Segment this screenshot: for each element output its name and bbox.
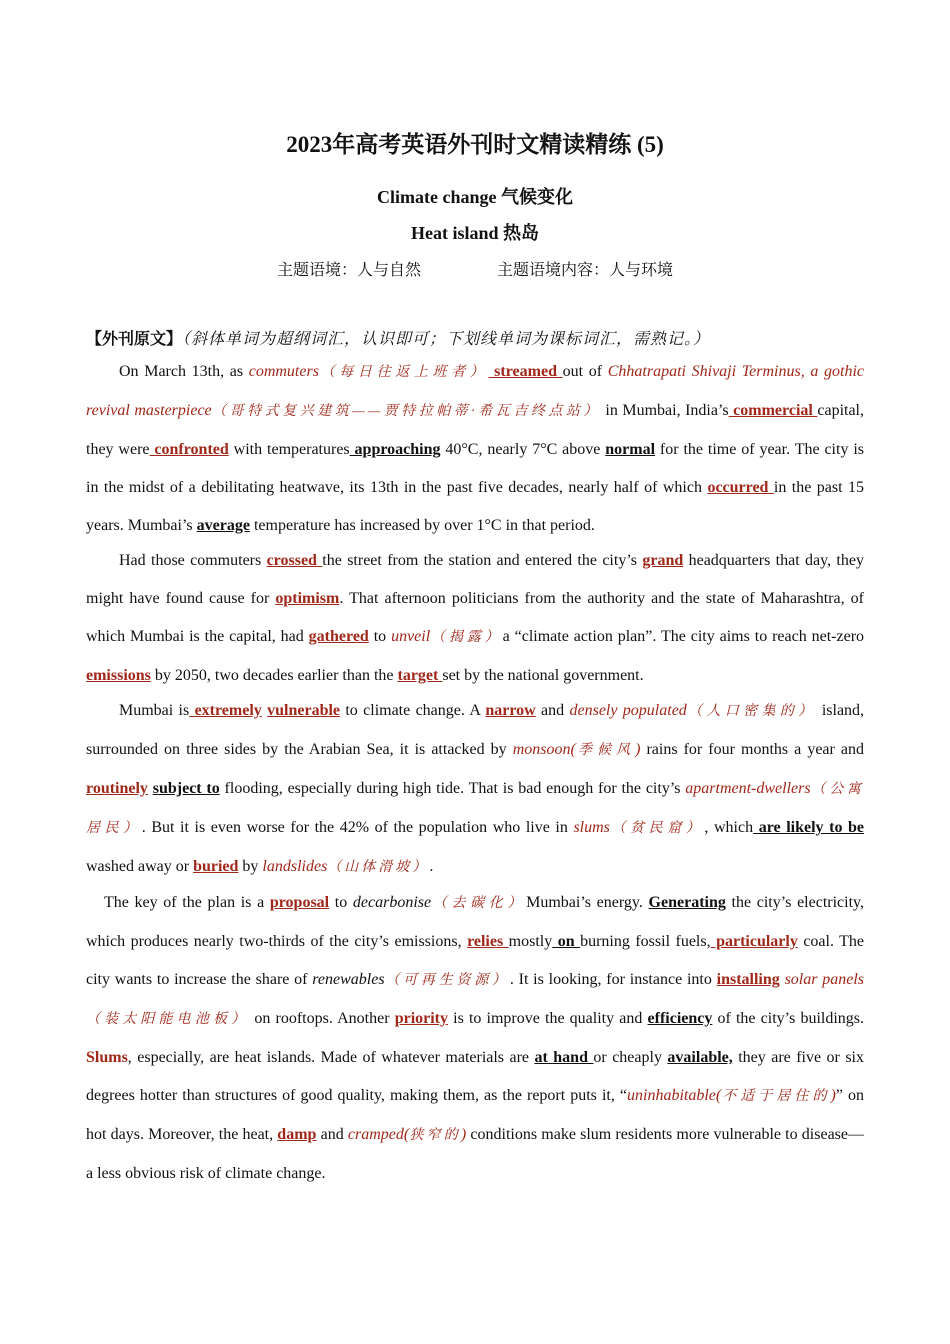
text: 40°C, nearly 7°C above [440,441,606,458]
text: ” on hot days. Moreover, the heat, [86,1087,865,1143]
text: the street from the station and entered the city’s [322,552,643,569]
article-body [86,353,864,1190]
vocab-underline: buried [193,858,239,875]
text: burning fossil fuels, [580,933,711,950]
vocab-underline: priority [394,1010,449,1027]
theme-line [0,257,950,280]
text: by [238,858,263,875]
text: . That afternoon politicians from the authority and the state of Maharashtra, of which Mumbai is the capital, had [86,590,864,645]
text: and [316,1126,348,1143]
paragraph-2 [86,542,864,695]
text: or cheaply [593,1049,668,1066]
vocab-italic: slums [573,819,610,836]
vocab-italic: unveil [391,628,431,645]
text: in Mumbai, India’s [600,402,729,419]
text: . [429,858,434,875]
vocab-italic: solar panels [779,971,865,988]
vocab-underline: Slums [86,1049,128,1066]
vocab-underline: relies [467,933,509,950]
vocab-underline: average [196,517,250,534]
vocab-underline: subject to [152,780,220,797]
paragraph-3 [86,692,864,887]
vocab-italic: ) [830,1087,836,1104]
text: , which [704,819,754,836]
article-subtitle: Heat island 热岛 [410,223,539,243]
section-heading: 【外刊原文】 [86,331,183,348]
text: island, surrounded on three sides by the Arabian Sea, it is attacked by [86,702,865,758]
text: headquarters that day, they might have found cause for [86,552,864,607]
text: to [329,894,353,911]
text: to [368,628,392,645]
text: Mumbai is [119,702,190,719]
text: is to improve the quality and [448,1010,648,1027]
gloss: （人口密集的） [686,704,817,719]
text: out of [562,363,608,380]
text: . It is looking, for instance into [509,971,717,988]
vocab-underline: optimism [275,590,340,607]
theme-label: 主题语境：人与自然 [276,262,421,279]
vocab-underline: available, [667,1049,733,1066]
document-title: 2023年高考英语外刊时文精读精练 (5) [286,132,664,157]
vocab-italic: decarbonise [352,894,432,911]
text: temperature has increased by over 1°C in that period. [249,517,595,534]
text: washed away or [86,858,194,875]
text: capital, they were [86,402,864,458]
vocab-underline: approaching [349,441,441,458]
vocab-italic: cramped( [347,1126,410,1143]
text: by 2050, two decades earlier than the [150,667,398,684]
vocab-underline: on [552,933,581,950]
vocab-italic: commuters [248,363,319,380]
vocab-underline: particularly [710,933,798,950]
gloss: 季候风 [575,743,636,758]
text: a “climate action plan”. The city aims to reach net-zero [502,628,865,645]
text: of the city’s buildings. [712,1010,865,1027]
text: on rooftops. Another [249,1010,395,1027]
text: rains for four months a year and [640,741,865,758]
vocab-italic: monsoon( [512,741,576,758]
gloss: （山体滑坡） [327,860,430,875]
gloss: （揭露） [430,630,503,645]
text: with temperatures [228,441,350,458]
vocab-underline: crossed [266,552,323,569]
vocab-underline: installing [716,971,780,988]
text: and [535,702,570,719]
vocab-italic: landslides [262,858,328,875]
vocab-underline: emissions [86,667,151,684]
gloss: （去碳化） [431,896,527,911]
gloss: （哥特式复兴建筑——贾特拉帕蒂·希瓦吉终点站） [211,404,601,419]
text: conditions make slum residents more vulnerable to disease—a less obvious risk of climate change. [86,1126,865,1182]
vocab-underline: extremely [189,702,262,719]
gloss: （贫民窟） [609,821,705,836]
gloss: 狭窄的 [409,1128,461,1143]
text: for the time of year. The city is in the midst of a debilitating heatwave, its 13th in the past five decades, nearly half of which [86,441,865,496]
vocab-underline: at hand [534,1049,594,1066]
section-heading-line [86,326,864,349]
vocab-italic: ) [635,741,641,758]
text: in the past 15 years. Mumbai’s [86,479,865,534]
vocab-underline: occurred [707,479,774,496]
topic-subtitle: Climate change 气候变化 [377,187,573,207]
text: the city’s electricity, which produces nearly two-thirds of the city’s emissions, [86,894,865,950]
vocab-italic: densely populated [569,702,687,719]
text: to climate change. A [340,702,486,719]
text: , especially, are heat islands. Made of whatever materials are [127,1049,535,1066]
theme-content: 主题语境内容：人与环境 [497,262,674,279]
vocab-underline: efficiency [647,1010,713,1027]
vocab-underline: Generating [648,894,726,911]
text: Mumbai’s energy. [526,894,649,911]
gloss: （可再生资源） [384,973,510,988]
gloss: （装太阳能电池板） [86,1012,250,1027]
paragraph-1 [86,353,864,545]
vocab-italic: Chhatrapati Shivaji Terminus, a gothic revival masterpiece [86,363,865,419]
vocab-underline: narrow [485,702,536,719]
vocab-italic: ) [460,1126,467,1143]
text: set by the national government. [442,667,644,684]
vocab-italic: uninhabitable( [627,1087,722,1104]
text: flooding, especially during high tide. That is bad enough for the city’s [219,780,686,797]
vocab-underline: proposal [269,894,330,911]
vocab-underline: target [397,667,443,684]
vocab-underline: damp [277,1126,317,1143]
vocab-italic: renewables [312,971,385,988]
text: . But it is even worse for the 42% of the population who live in [141,819,574,836]
vocab-underline: streamed [488,363,563,380]
section-note: （斜体单词为超纲词汇，认识即可；下划线单词为课标词汇，需熟记。） [182,331,711,348]
vocab-underline: grand [642,552,684,569]
gloss: （公寓居民） [86,782,864,836]
vocab-underline: normal [605,441,656,458]
vocab-italic: apartment-dwellers [685,780,811,797]
vocab-underline: commercial [728,402,818,419]
gloss: （每日往返上班者） [318,365,489,380]
vocab-underline: vulnerable [267,702,341,719]
text: On March 13th, as [119,363,249,380]
paragraph-4 [86,884,864,1193]
text: they are five or six degrees hotter than structures of good quality, making them, as the report puts it, “ [86,1049,865,1104]
text: Had those commuters [119,552,267,569]
vocab-underline: routinely [86,780,148,797]
text: coal. The city wants to increase the share of [86,933,865,988]
vocab-underline: are likely to be [753,819,865,836]
vocab-underline: gathered [308,628,369,645]
vocab-underline: confronted [149,441,229,458]
gloss: 不适于居住的 [721,1089,831,1104]
text: The key of the plan is a [104,894,270,911]
text: mostly [508,933,553,950]
